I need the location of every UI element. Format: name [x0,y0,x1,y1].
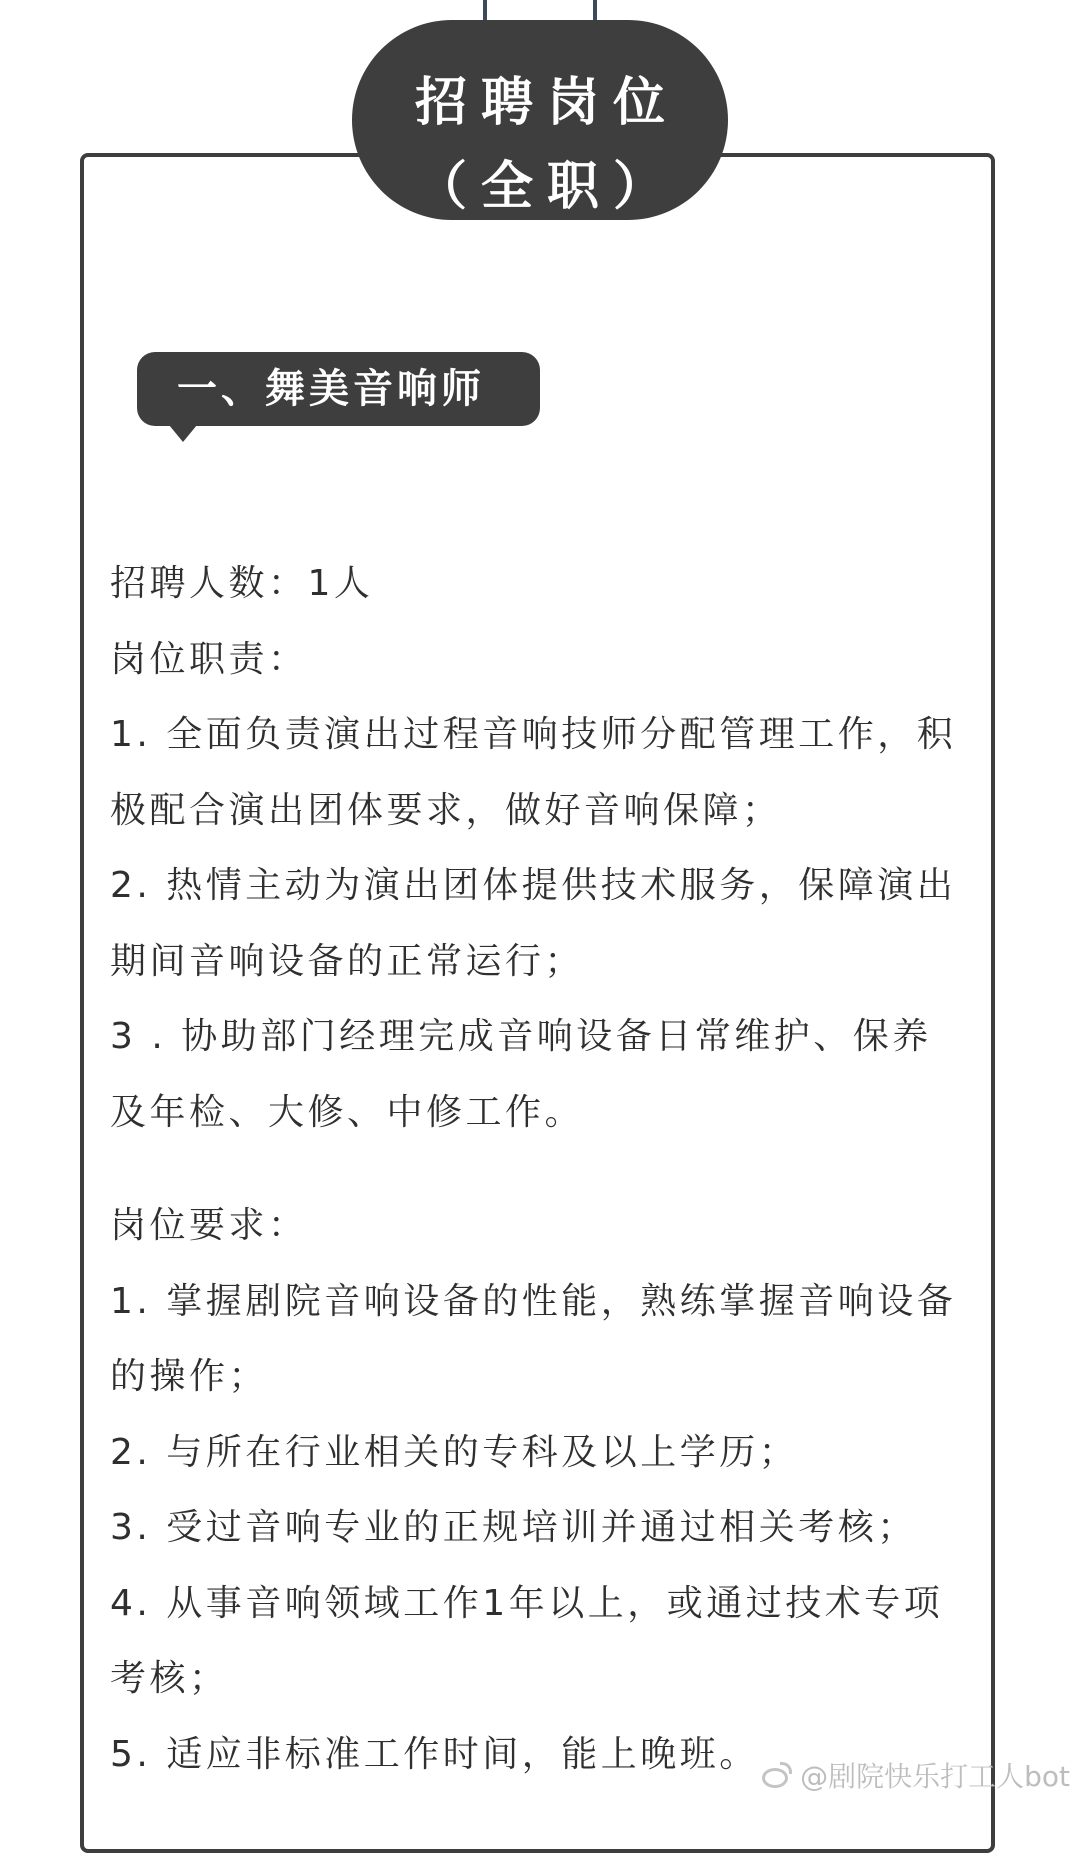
requirement-item: 5. 适应非标准工作时间，能上晚班。 [110,1733,759,1775]
duty-item: 3 . 协助部门经理完成音响设备日常维护、保养及年检、大修、中修工作。 [110,1016,932,1133]
section-title-tag: 一、舞美音响师 [137,352,540,426]
requirement-item: 3. 受过音响专业的正规培训并通过相关考核； [110,1507,917,1548]
header-subtitle: （全职） [414,157,679,217]
job-description [110,546,970,1792]
requirement-item: 1. 掌握剧院音响设备的性能，熟练掌握音响设备的操作； [110,1280,957,1397]
requirement-item: 2. 与所在行业相关的专科及以上学历； [110,1431,799,1473]
requirements-heading: 岗位要求： [110,1205,308,1246]
watermark [760,1755,1070,1795]
duty-item: 2. 热情主动为演出团体提供技术服务，保障演出期间音响设备的正常运行； [110,865,957,982]
paragraph-gap [110,1150,970,1188]
weibo-icon [760,1760,796,1790]
duty-item: 1. 全面负责演出过程音响技师分配管理工作，积极配合演出团体要求，做好音响保障； [110,714,957,831]
watermark-text: @剧院快乐打工人bot [800,1760,1070,1793]
duties-heading: 岗位职责： [110,638,308,680]
headcount-text: 招聘人数：1人 [110,563,374,604]
requirement-item: 4. 从事音响领域工作1年以上，或通过技术专项考核； [110,1582,944,1699]
header-title: 招聘岗位 [414,73,679,133]
header-pill [352,20,728,220]
